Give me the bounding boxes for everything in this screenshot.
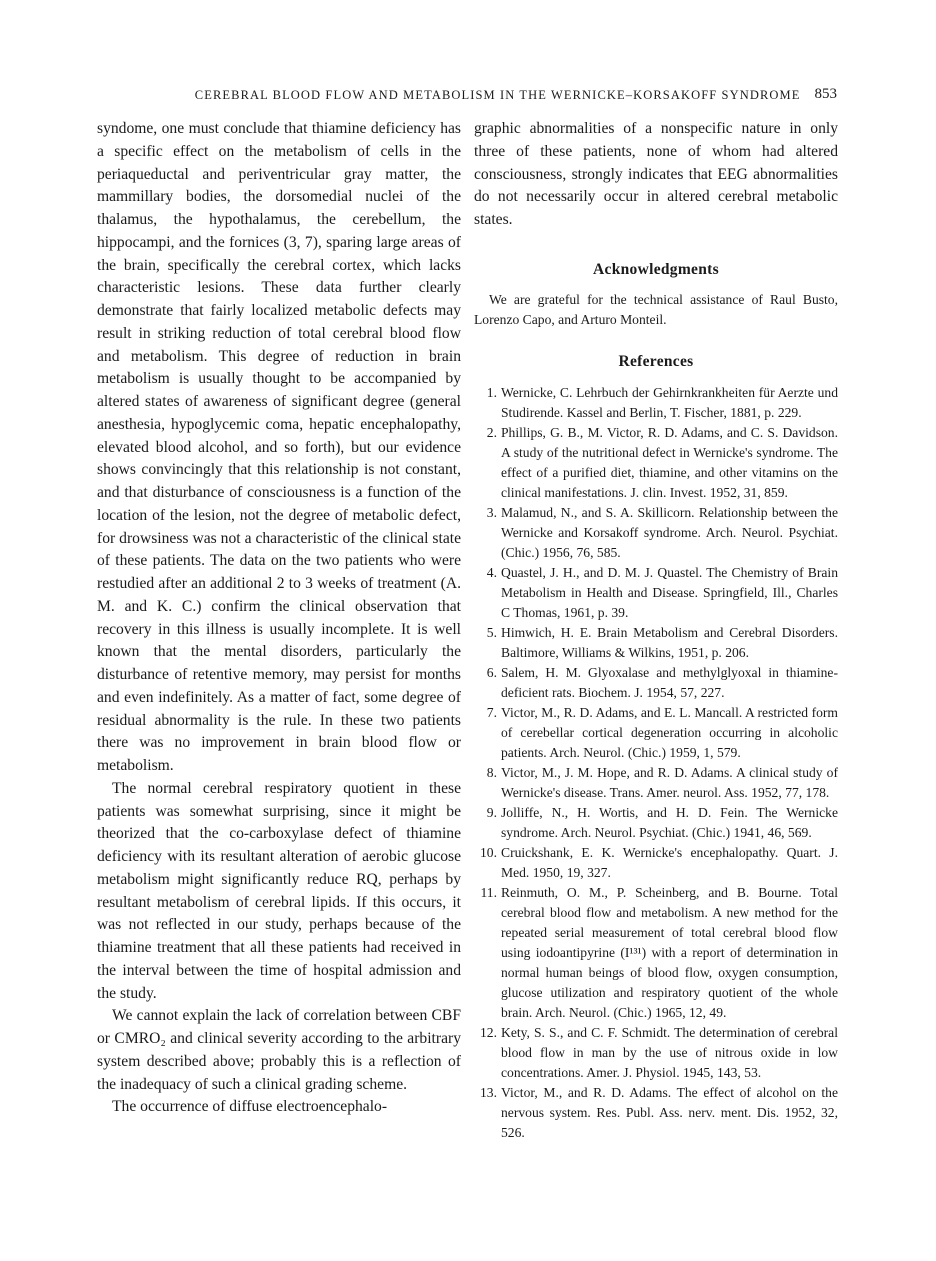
reference-item <box>474 883 838 1023</box>
reference-item <box>474 383 838 423</box>
reference-text: Quastel, J. H., and D. M. J. Quastel. The Chemistry of Brain Metabolism in Health and Disease. Springfield, Ill., Charles C Thomas, 1961, p. 39. <box>501 565 838 621</box>
reference-number: 2. <box>486 425 497 441</box>
reference-item <box>474 623 838 663</box>
reference-text: Reinmuth, O. M., P. Scheinberg, and B. Bourne. Total cerebral blood flow and metabolism. A new method for the repeated serial measurement of total cerebral blood flow using iodoantipyrine (I¹³¹) with a report of determination in normal human beings of blood flow, oxygen consumption, glucose utilization and respiratory quotient of the whole brain. Arch. Neurol. (Chic.) 1965, 12, 49. <box>501 885 838 1021</box>
reference-number: 3. <box>486 505 497 521</box>
body-paragraph-continuation: graphic abnormalities of a nonspecific nature in only three of these patients, none of whom had altered consciousness, strongly indicates that EEG abnormalities do not necessarily occur in altered cerebral metabolic states. <box>474 120 838 228</box>
reference-text: Salem, H. M. Glyoxalase and methylglyoxal in thiamine-deficient rats. Biochem. J. 1954, 57, 227. <box>501 665 838 701</box>
reference-item <box>474 423 838 503</box>
reference-number: 5. <box>486 625 497 641</box>
reference-text: Jolliffe, N., H. Wortis, and H. D. Fein. The Wernicke syndrome. Arch. Neurol. Psychiat. (Chic.) 1941, 46, 569. <box>501 805 838 841</box>
reference-text: Victor, M., R. D. Adams, and E. L. Mancall. A restricted form of cerebellar cortical degeneration occurring in alcoholic patients. Arch. Neurol. (Chic.) 1959, 1, 579. <box>501 705 838 761</box>
reference-text: Phillips, G. B., M. Victor, R. D. Adams, and C. S. Davidson. A study of the nutritional defect in Wernicke's syndrome. The effect of a purified diet, thiamine, and other vitamins on the clinical manifestations. J. clin. Invest. 1952, 31, 859. <box>501 425 838 501</box>
reference-text: Wernicke, C. Lehrbuch der Gehirnkrankheiten für Aerzte und Studirende. Kassel and Berlin, T. Fischer, 1881, p. 229. <box>501 385 838 421</box>
body-paragraph: The normal cerebral respiratory quotient in these patients was somewhat surprising, since it might be theorized that the co-carboxylase defect of thiamine deficiency with its resultant alteration of aerobic glucose metabolism might significantly reduce RQ, perhaps by resultant metabolism of cerebral lipids. If this occurs, it was not reflected in our study, perhaps because of the thiamine treatment that all these patients had received in the interval between the time of hospital admission and the study. <box>97 779 461 1002</box>
reference-text: Kety, S. S., and C. F. Schmidt. The determination of cerebral blood flow in man by the use of nitrous oxide in low concentrations. Amer. J. Physiol. 1945, 143, 53. <box>501 1025 838 1081</box>
reference-item <box>474 703 838 763</box>
references-heading: References <box>618 352 694 370</box>
reference-number: 8. <box>486 765 497 781</box>
reference-item <box>474 1083 838 1143</box>
reference-text: Himwich, H. E. Brain Metabolism and Cerebral Disorders. Baltimore, Williams & Wilkins, 1951, p. 206. <box>501 625 838 661</box>
reference-text: Cruickshank, E. K. Wernicke's encephalopathy. Quart. J. Med. 1950, 19, 327. <box>501 845 838 881</box>
reference-number: 4. <box>486 565 497 581</box>
reference-item <box>474 803 838 843</box>
page-number: 853 <box>814 86 837 102</box>
reference-number: 1. <box>486 385 497 401</box>
reference-text: Malamud, N., and S. A. Skillicorn. Relationship between the Wernicke and Korsakoff syndrome. Arch. Neurol. Psychiat. (Chic.) 1956, 76, 585. <box>501 505 838 561</box>
body-paragraph: We cannot explain the lack of correlation between CBF or CMRO₂ and clinical severity according to the arbitrary system described above; probably this is a reflection of the inadequacy of such a clinical grading scheme. <box>97 1007 461 1093</box>
reference-text: Victor, M., J. M. Hope, and R. D. Adams. A clinical study of Wernicke's disease. Trans. Amer. neurol. Ass. 1952, 77, 178. <box>501 765 838 801</box>
reference-text: Victor, M., and R. D. Adams. The effect of alcohol on the nervous system. Res. Publ. Ass. nerv. ment. Dis. 1952, 32, 526. <box>501 1085 838 1141</box>
acknowledgments-text: We are grateful for the technical assistance of Raul Busto, Lorenzo Capo, and Arturo Monteil. <box>474 291 838 327</box>
reference-number: 13. <box>480 1085 497 1101</box>
reference-item <box>474 663 838 703</box>
body-paragraph: The occurrence of diffuse electroencephalo- <box>112 1098 388 1116</box>
reference-item <box>474 563 838 623</box>
reference-number: 6. <box>486 665 497 681</box>
running-title: CEREBRAL BLOOD FLOW AND METABOLISM IN THE WERNICKE–KORSAKOFF SYNDROME <box>194 88 801 102</box>
reference-number: 12. <box>480 1025 497 1041</box>
reference-item <box>474 1023 838 1083</box>
left-column <box>97 118 461 1119</box>
reference-number: 11. <box>480 885 497 901</box>
references-list <box>474 383 838 1143</box>
reference-item <box>474 843 838 883</box>
right-column <box>474 118 838 1143</box>
reference-number: 7. <box>486 705 497 721</box>
running-header <box>97 88 837 103</box>
reference-number: 9. <box>486 805 497 821</box>
reference-item <box>474 503 838 563</box>
acknowledgments-heading: Acknowledgments <box>593 260 719 278</box>
body-paragraph: syndome, one must conclude that thiamine deficiency has a specific effect on the metabolism of cells in the periaqueductal and periventricular gray matter, the mammillary bodies, the dorsomedial nuclei of the thalamus, the hypothalamus, the cerebellum, the hippocampi, and the fornices (3, 7), sparing large areas of the brain, specifically the cerebral cortex, which lacks characteristic lesions. These data further clearly demonstrate that fairly localized metabolic defects may result in striking reduction of total cerebral blood flow and metabolism. This degree of reduction in brain metabolism is usually thought to be accompanied by altered states of awareness of significant degree (general anesthesia, hypoglycemic coma, hepatic encephalopathy, elevated blood alcohol, and so forth), but our evidence shows convincingly that this relationship is not constant, and that disturbance of consciousness is a function of the location of the lesion, not the degree of metabolic defect, for drowsiness was not a characteristic of the clinical state of these patients. The data on the two patients who were restudied after an additional 2 to 3 weeks of treatment (A. M. and K. C.) confirm the clinical observation that recovery in this illness is usually incomplete. It is well known that the mental disorders, particularly the disturbance of retentive memory, may persist for months and even indefinitely. As a matter of fact, some degree of residual abnormality is the rule. In these two patients there was no improvement in brain blood flow or metabolism. <box>97 120 461 774</box>
reference-item <box>474 763 838 803</box>
reference-number: 10. <box>480 845 497 861</box>
